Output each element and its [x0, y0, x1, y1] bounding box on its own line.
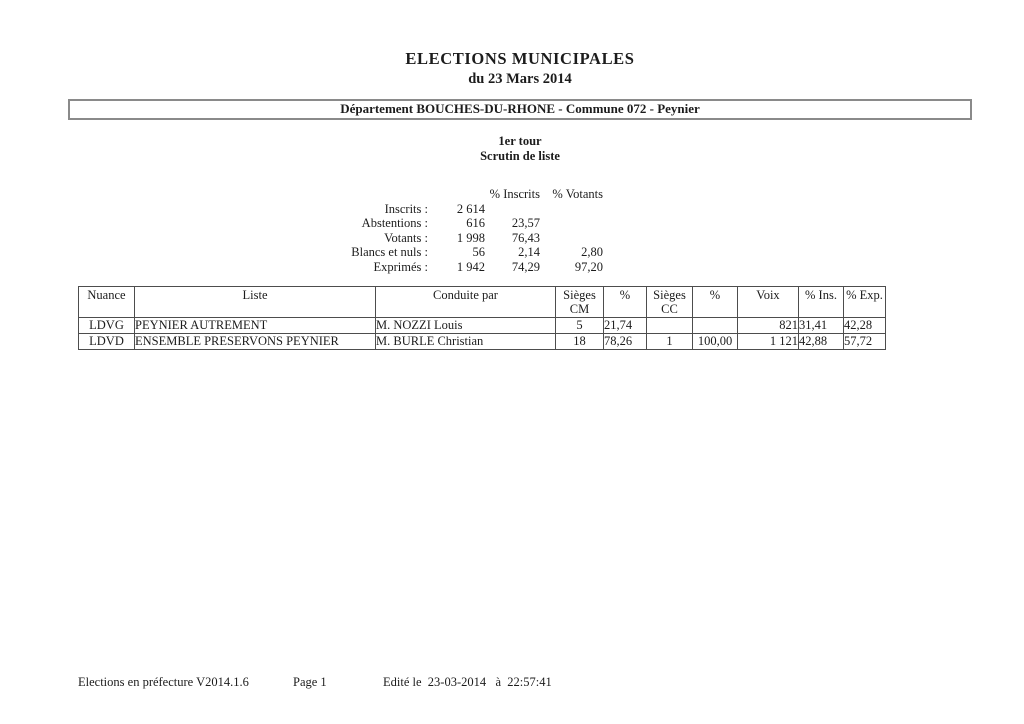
cell-liste: ENSEMBLE PRESERVONS PEYNIER	[135, 334, 376, 350]
stats-pct-votants: 2,80	[581, 245, 603, 259]
cell-pct-cm: 78,26	[604, 334, 647, 350]
stats-pct-inscrits	[485, 202, 540, 217]
round-label: 1er tour	[498, 134, 542, 148]
cell-conduite-par: M. BURLE Christian	[376, 334, 556, 350]
results-table	[78, 286, 886, 350]
stats-header-row	[260, 187, 603, 202]
col-header-voix: Voix	[738, 287, 799, 318]
col-header-pct-ins: % Ins.	[799, 287, 844, 318]
cell-pct-ins: 42,88	[799, 334, 844, 350]
election-date: du 23 Mars 2014	[468, 71, 572, 87]
stats-pct-inscrits: 76,43	[511, 230, 540, 245]
stats-pct-votants	[540, 216, 603, 231]
stats-pct-inscrits: 2,14	[518, 245, 540, 259]
department-banner-box	[68, 99, 972, 120]
cell-sieges-cc	[647, 318, 693, 334]
col-header-sieges-cc: Sièges CC	[647, 287, 693, 318]
stats-pct-inscrits: 23,57	[511, 216, 540, 230]
cell-pct-cc	[693, 318, 738, 334]
col-header-conduite-par: Conduite par	[376, 287, 556, 318]
stats-value: 56	[472, 245, 485, 259]
stats-row-blancs-et-nuls	[260, 245, 603, 260]
stats-row-inscrits	[260, 202, 603, 217]
cell-pct-exp: 42,28	[844, 318, 886, 334]
ballot-type-label: Scrutin de liste	[480, 148, 560, 163]
stats-row-exprimes	[260, 260, 603, 275]
cell-sieges-cm: 18	[556, 334, 604, 350]
stats-value: 616	[466, 216, 485, 230]
col-header-nuance: Nuance	[79, 287, 135, 318]
col-header-liste: Liste	[135, 287, 376, 318]
stats-col-header-pct-inscrits: % Inscrits	[489, 187, 540, 201]
stats-value: 1 998	[456, 230, 485, 245]
cell-conduite-par: M. NOZZI Louis	[376, 318, 556, 334]
stats-row-abstentions	[260, 216, 603, 231]
department-banner-text: Département BOUCHES-DU-RHONE - Commune 072 - Peynier	[340, 101, 700, 116]
stats-pct-inscrits: 74,29	[511, 259, 540, 274]
cell-sieges-cm: 5	[556, 318, 604, 334]
table-row	[79, 318, 886, 334]
page-title: ELECTIONS MUNICIPALES	[405, 49, 635, 68]
document-title-block	[68, 49, 972, 88]
stats-row-votants	[260, 231, 603, 246]
col-header-sieges-cm: Sièges CM	[556, 287, 604, 318]
participation-stats	[260, 187, 603, 274]
stats-pct-votants: 97,20	[574, 259, 603, 274]
stats-label: Blancs et nuls :	[351, 245, 428, 259]
results-header-row	[79, 287, 886, 318]
footer-software-version: Elections en préfecture V2014.1.6	[78, 675, 249, 689]
col-header-pct-cm: %	[604, 287, 647, 318]
stats-label: Exprimés :	[373, 259, 428, 274]
stats-col-header-pct-votants: % Votants	[552, 187, 603, 201]
col-header-pct-exp: % Exp.	[844, 287, 886, 318]
cell-nuance: LDVG	[79, 318, 135, 334]
cell-pct-cm: 21,74	[604, 318, 647, 334]
col-header-pct-cc: %	[693, 287, 738, 318]
stats-label: Abstentions :	[361, 216, 428, 230]
cell-pct-exp: 57,72	[844, 334, 886, 350]
stats-pct-votants	[540, 202, 603, 217]
cell-voix: 1 121	[738, 334, 799, 350]
cell-sieges-cc: 1	[647, 334, 693, 350]
stats-label: Inscrits :	[384, 201, 428, 216]
table-row	[79, 334, 886, 350]
stats-value: 2 614	[456, 201, 485, 216]
cell-pct-cc: 100,00	[693, 334, 738, 350]
stats-pct-votants	[540, 231, 603, 246]
stats-label: Votants :	[384, 230, 428, 245]
cell-voix: 821	[738, 318, 799, 334]
stats-value: 1 942	[456, 259, 485, 274]
cell-nuance: LDVD	[79, 334, 135, 350]
round-block	[68, 134, 972, 163]
footer-page-number: Page 1	[293, 675, 327, 689]
cell-liste: PEYNIER AUTREMENT	[135, 318, 376, 334]
cell-pct-ins: 31,41	[799, 318, 844, 334]
footer-edited-timestamp: Edité le 23-03-2014 à 22:57:41	[383, 675, 552, 689]
